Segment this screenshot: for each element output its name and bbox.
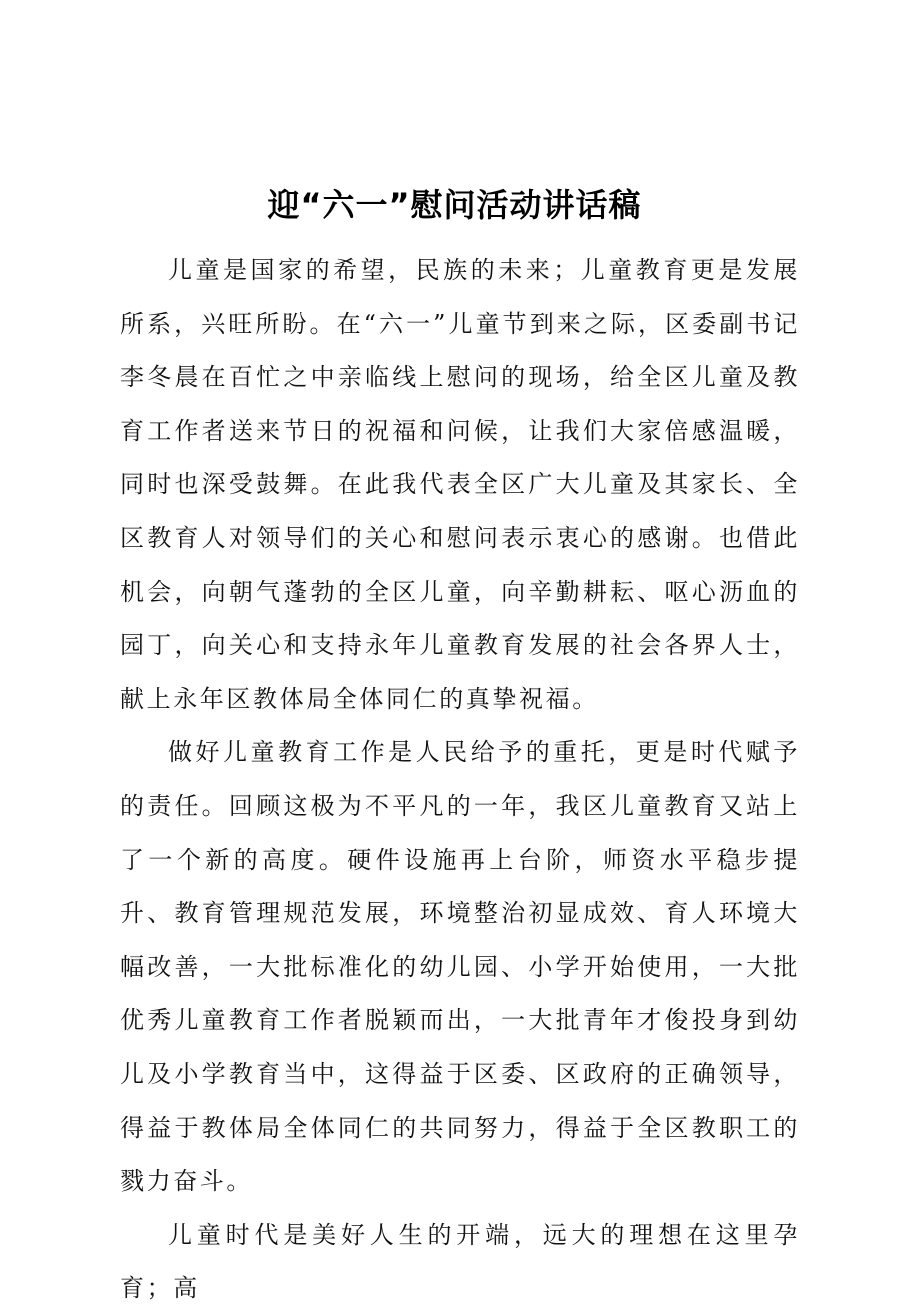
document-body: [120, 244, 800, 1316]
paragraph-3: 儿童时代是美好人生的开端，远大的理想在这里孕育；高: [120, 1220, 800, 1303]
document-title: 迎“六一”慰问活动讲话稿: [267, 186, 642, 225]
paragraph-1: 儿童是国家的希望，民族的未来；儿童教育更是发展所系，兴旺所盼。在“六一”儿童节到来之际，区委副书记李冬晨在百忙之中亲临线上慰问的现场，给全区儿童及教育工作者送来节日的祝福和问候，让我们大家倍感温暖，同时也深受鼓舞。在此我代表全区广大儿童及其家长、全区教育人对领导们的关心和慰问表示衷心的感谢。也借此机会，向朝气蓬勃的全区儿童，向辛勤耕耘、呕心沥血的园丁，向关心和支持永年儿童教育发展的社会各界人士，献上永年区教体局全体同仁的真挚祝福。: [120, 256, 800, 713]
paragraph-2: 做好儿童教育工作是人民给予的重托，更是时代赋予的责任。回顾这极为不平凡的一年，我区儿童教育又站上了一个新的高度。硬件设施再上台阶，师资水平稳步提升、教育管理规范发展，环境整治初显成效、育人环境大幅改善，一大批标准化的幼儿园、小学开始使用，一大批优秀儿童教育工作者脱颖而出，一大批青年才俊投身到幼儿及小学教育当中，这得益于区委、区政府的正确领导，得益于教体局全体同仁的共同努力，得益于全区教职工的戮力奋斗。: [120, 738, 800, 1196]
